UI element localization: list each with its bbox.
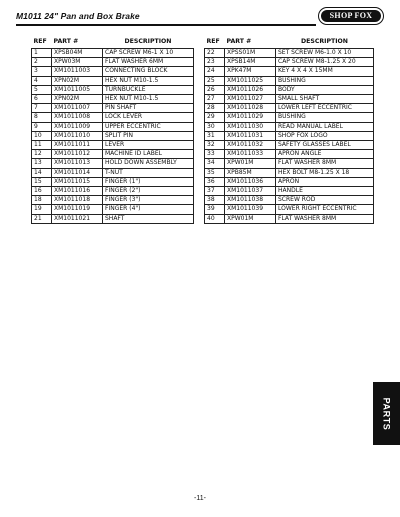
parts-table-right-body bbox=[205, 49, 374, 224]
part-number-cell: XM1011010 bbox=[52, 131, 103, 140]
description-cell: KEY 4 X 4 X 15MM bbox=[276, 67, 374, 76]
table-row bbox=[32, 104, 194, 113]
part-number-cell: XM1011018 bbox=[52, 196, 103, 205]
page-title: M1011 24" Pan and Box Brake bbox=[16, 11, 140, 21]
parts-section-tab bbox=[373, 382, 400, 445]
part-number-cell: XPN02M bbox=[52, 95, 103, 104]
table-row bbox=[205, 159, 374, 168]
description-header: DESCRIPTION bbox=[301, 38, 348, 46]
description-cell: BUSHING bbox=[276, 76, 374, 85]
description-cell: FLAT WASHER 8MM bbox=[276, 159, 374, 168]
part-number-cell: XM1011026 bbox=[225, 85, 276, 94]
ref-cell: 23 bbox=[205, 58, 225, 67]
part-number-cell: XM1011013 bbox=[52, 159, 103, 168]
table-row bbox=[32, 76, 194, 85]
table-row bbox=[32, 95, 194, 104]
ref-header: REF bbox=[206, 38, 220, 46]
part-number-cell: XM1011014 bbox=[52, 168, 103, 177]
parts-tab-label: PARTS bbox=[381, 397, 392, 430]
description-cell: SHAFT bbox=[103, 214, 194, 223]
description-cell: FINGER (3") bbox=[103, 196, 194, 205]
part-number-cell: XM1011021 bbox=[52, 214, 103, 223]
table-row bbox=[205, 177, 374, 186]
table-row bbox=[32, 150, 194, 159]
ref-cell: 40 bbox=[205, 214, 225, 223]
part-number-cell: XM1011028 bbox=[225, 104, 276, 113]
ref-cell: 8 bbox=[32, 113, 52, 122]
part-number-cell: XM1011019 bbox=[52, 205, 103, 214]
ref-cell: 29 bbox=[205, 113, 225, 122]
table-row bbox=[205, 150, 374, 159]
description-cell: SHOP FOX LOGO bbox=[276, 131, 374, 140]
description-header: DESCRIPTION bbox=[124, 38, 172, 46]
table-row bbox=[32, 214, 194, 223]
table-header-row bbox=[205, 38, 374, 49]
part-number-cell: XM1011015 bbox=[52, 177, 103, 186]
table-row bbox=[32, 187, 194, 196]
table-row bbox=[205, 187, 374, 196]
table-row bbox=[205, 104, 374, 113]
table-row bbox=[32, 122, 194, 131]
header-rule bbox=[16, 24, 316, 26]
part-number-cell: XM1011037 bbox=[225, 187, 276, 196]
part-number-cell: XM1011029 bbox=[225, 113, 276, 122]
ref-cell: 31 bbox=[205, 131, 225, 140]
ref-cell: 16 bbox=[32, 187, 52, 196]
description-cell: READ MANUAL LABEL bbox=[276, 122, 374, 131]
ref-cell: 6 bbox=[32, 95, 52, 104]
ref-cell: 35 bbox=[205, 168, 225, 177]
description-cell: SET SCREW M6-1.0 X 10 bbox=[276, 49, 374, 58]
ref-cell: 36 bbox=[205, 177, 225, 186]
table-row bbox=[205, 214, 374, 223]
description-cell: BUSHING bbox=[276, 113, 374, 122]
table-row bbox=[32, 141, 194, 150]
part-number-cell: XPK47M bbox=[225, 67, 276, 76]
ref-cell: 13 bbox=[32, 159, 52, 168]
table-row bbox=[205, 58, 374, 67]
part-number-cell: XPSB04M bbox=[52, 49, 103, 58]
part-number-cell: XPSS01M bbox=[225, 49, 276, 58]
description-cell: CONNECTING BLOCK bbox=[103, 67, 194, 76]
ref-cell: 10 bbox=[32, 131, 52, 140]
part-number-cell: XM1011011 bbox=[52, 141, 103, 150]
description-cell: LOCK LEVER bbox=[103, 113, 194, 122]
description-cell: SAFETY GLASSES LABEL bbox=[276, 141, 374, 150]
part-number-cell: XM1011031 bbox=[225, 131, 276, 140]
description-cell: TURNBUCKLE bbox=[103, 85, 194, 94]
description-cell: HEX BOLT M8-1.25 X 18 bbox=[276, 168, 374, 177]
parts-table-right bbox=[204, 38, 374, 224]
ref-cell: 33 bbox=[205, 150, 225, 159]
ref-cell: 2 bbox=[32, 58, 52, 67]
description-cell: HOLD DOWN ASSEMBLY bbox=[103, 159, 194, 168]
description-cell: FLAT WASHER 6MM bbox=[103, 58, 194, 67]
ref-cell: 15 bbox=[32, 177, 52, 186]
ref-cell: 3 bbox=[32, 67, 52, 76]
part-number-cell: XM1011038 bbox=[225, 196, 276, 205]
table-header-row bbox=[32, 38, 194, 49]
table-row bbox=[205, 196, 374, 205]
ref-cell: 28 bbox=[205, 104, 225, 113]
description-cell: FINGER (2") bbox=[103, 187, 194, 196]
part-number-cell: XPN02M bbox=[52, 76, 103, 85]
part-number-header: PART # bbox=[53, 38, 79, 46]
part-number-cell: XPW01M bbox=[225, 159, 276, 168]
ref-cell: 25 bbox=[205, 76, 225, 85]
table-row bbox=[205, 67, 374, 76]
ref-header: REF bbox=[33, 38, 47, 46]
table-row bbox=[32, 113, 194, 122]
description-cell: SCREW ROD bbox=[276, 196, 374, 205]
description-cell: APRON bbox=[276, 177, 374, 186]
ref-cell: 19 bbox=[32, 205, 52, 214]
description-cell: HANDLE bbox=[276, 187, 374, 196]
description-cell: UPPER ECCENTRIC bbox=[103, 122, 194, 131]
parts-table-left bbox=[31, 38, 194, 224]
ref-cell: 14 bbox=[32, 168, 52, 177]
table-row bbox=[32, 85, 194, 94]
part-number-cell: XM1011036 bbox=[225, 177, 276, 186]
description-cell: BODY bbox=[276, 85, 374, 94]
part-number-cell: XPW01M bbox=[225, 214, 276, 223]
part-number-cell: XM1011016 bbox=[52, 187, 103, 196]
ref-cell: 26 bbox=[205, 85, 225, 94]
table-row bbox=[205, 122, 374, 131]
ref-cell: 11 bbox=[32, 141, 52, 150]
part-number-cell: XM1011007 bbox=[52, 104, 103, 113]
table-row bbox=[205, 85, 374, 94]
description-cell: CAP SCREW M6-1 X 10 bbox=[103, 49, 194, 58]
description-cell: SMALL SHAFT bbox=[276, 95, 374, 104]
description-cell: PIN SHAFT bbox=[103, 104, 194, 113]
description-cell: APRON ANGLE bbox=[276, 150, 374, 159]
ref-cell: 21 bbox=[32, 214, 52, 223]
table-row bbox=[32, 67, 194, 76]
table-row bbox=[205, 205, 374, 214]
ref-cell: 1 bbox=[32, 49, 52, 58]
description-cell: T-NUT bbox=[103, 168, 194, 177]
table-row bbox=[205, 113, 374, 122]
table-row bbox=[32, 196, 194, 205]
ref-cell: 4 bbox=[32, 76, 52, 85]
table-row bbox=[205, 141, 374, 150]
table-row bbox=[205, 49, 374, 58]
description-cell: MACHINE ID LABEL bbox=[103, 150, 194, 159]
table-row bbox=[32, 159, 194, 168]
description-cell: LOWER RIGHT ECCENTRIC bbox=[276, 205, 374, 214]
ref-cell: 5 bbox=[32, 85, 52, 94]
ref-cell: 24 bbox=[205, 67, 225, 76]
part-number-cell: XPW03M bbox=[52, 58, 103, 67]
description-cell: FINGER (4") bbox=[103, 205, 194, 214]
description-cell: CAP SCREW M8-1.25 X 20 bbox=[276, 58, 374, 67]
part-number-cell: XPB85M bbox=[225, 168, 276, 177]
table-row bbox=[32, 131, 194, 140]
table-row bbox=[205, 95, 374, 104]
part-number-cell: XM1011027 bbox=[225, 95, 276, 104]
part-number-cell: XM1011025 bbox=[225, 76, 276, 85]
description-cell: FLAT WASHER 8MM bbox=[276, 214, 374, 223]
parts-table-left-body bbox=[32, 49, 194, 224]
ref-cell: 34 bbox=[205, 159, 225, 168]
table-row bbox=[32, 168, 194, 177]
description-cell: FINGER (1") bbox=[103, 177, 194, 186]
part-number-cell: XM1011012 bbox=[52, 150, 103, 159]
ref-cell: 18 bbox=[32, 196, 52, 205]
description-cell: LEVER bbox=[103, 141, 194, 150]
ref-cell: 9 bbox=[32, 122, 52, 131]
ref-cell: 27 bbox=[205, 95, 225, 104]
table-row bbox=[205, 131, 374, 140]
part-number-cell: XM1011039 bbox=[225, 205, 276, 214]
description-cell: SPLIT PIN bbox=[103, 131, 194, 140]
part-number-cell: XM1011009 bbox=[52, 122, 103, 131]
logo-text: SHOP FOX bbox=[321, 10, 381, 22]
part-number-header: PART # bbox=[226, 38, 252, 46]
ref-cell: 22 bbox=[205, 49, 225, 58]
description-cell: HEX NUT M10-1.5 bbox=[103, 95, 194, 104]
table-row bbox=[205, 76, 374, 85]
table-row bbox=[205, 168, 374, 177]
table-row bbox=[32, 58, 194, 67]
table-row bbox=[32, 205, 194, 214]
page-header bbox=[16, 7, 384, 27]
part-number-cell: XM1011030 bbox=[225, 122, 276, 131]
table-row bbox=[32, 177, 194, 186]
part-number-cell: XM1011032 bbox=[225, 141, 276, 150]
ref-cell: 37 bbox=[205, 187, 225, 196]
description-cell: HEX NUT M10-1.5 bbox=[103, 76, 194, 85]
ref-cell: 39 bbox=[205, 205, 225, 214]
part-number-cell: XM1011033 bbox=[225, 150, 276, 159]
table-row bbox=[32, 49, 194, 58]
ref-cell: 32 bbox=[205, 141, 225, 150]
ref-cell: 38 bbox=[205, 196, 225, 205]
page-number: -11- bbox=[194, 495, 206, 502]
part-number-cell: XM1011003 bbox=[52, 67, 103, 76]
part-number-cell: XM1011005 bbox=[52, 85, 103, 94]
description-cell: LOWER LEFT ECCENTRIC bbox=[276, 104, 374, 113]
shop-fox-logo bbox=[318, 7, 384, 25]
ref-cell: 12 bbox=[32, 150, 52, 159]
part-number-cell: XPSB14M bbox=[225, 58, 276, 67]
ref-cell: 7 bbox=[32, 104, 52, 113]
ref-cell: 30 bbox=[205, 122, 225, 131]
part-number-cell: XM1011008 bbox=[52, 113, 103, 122]
